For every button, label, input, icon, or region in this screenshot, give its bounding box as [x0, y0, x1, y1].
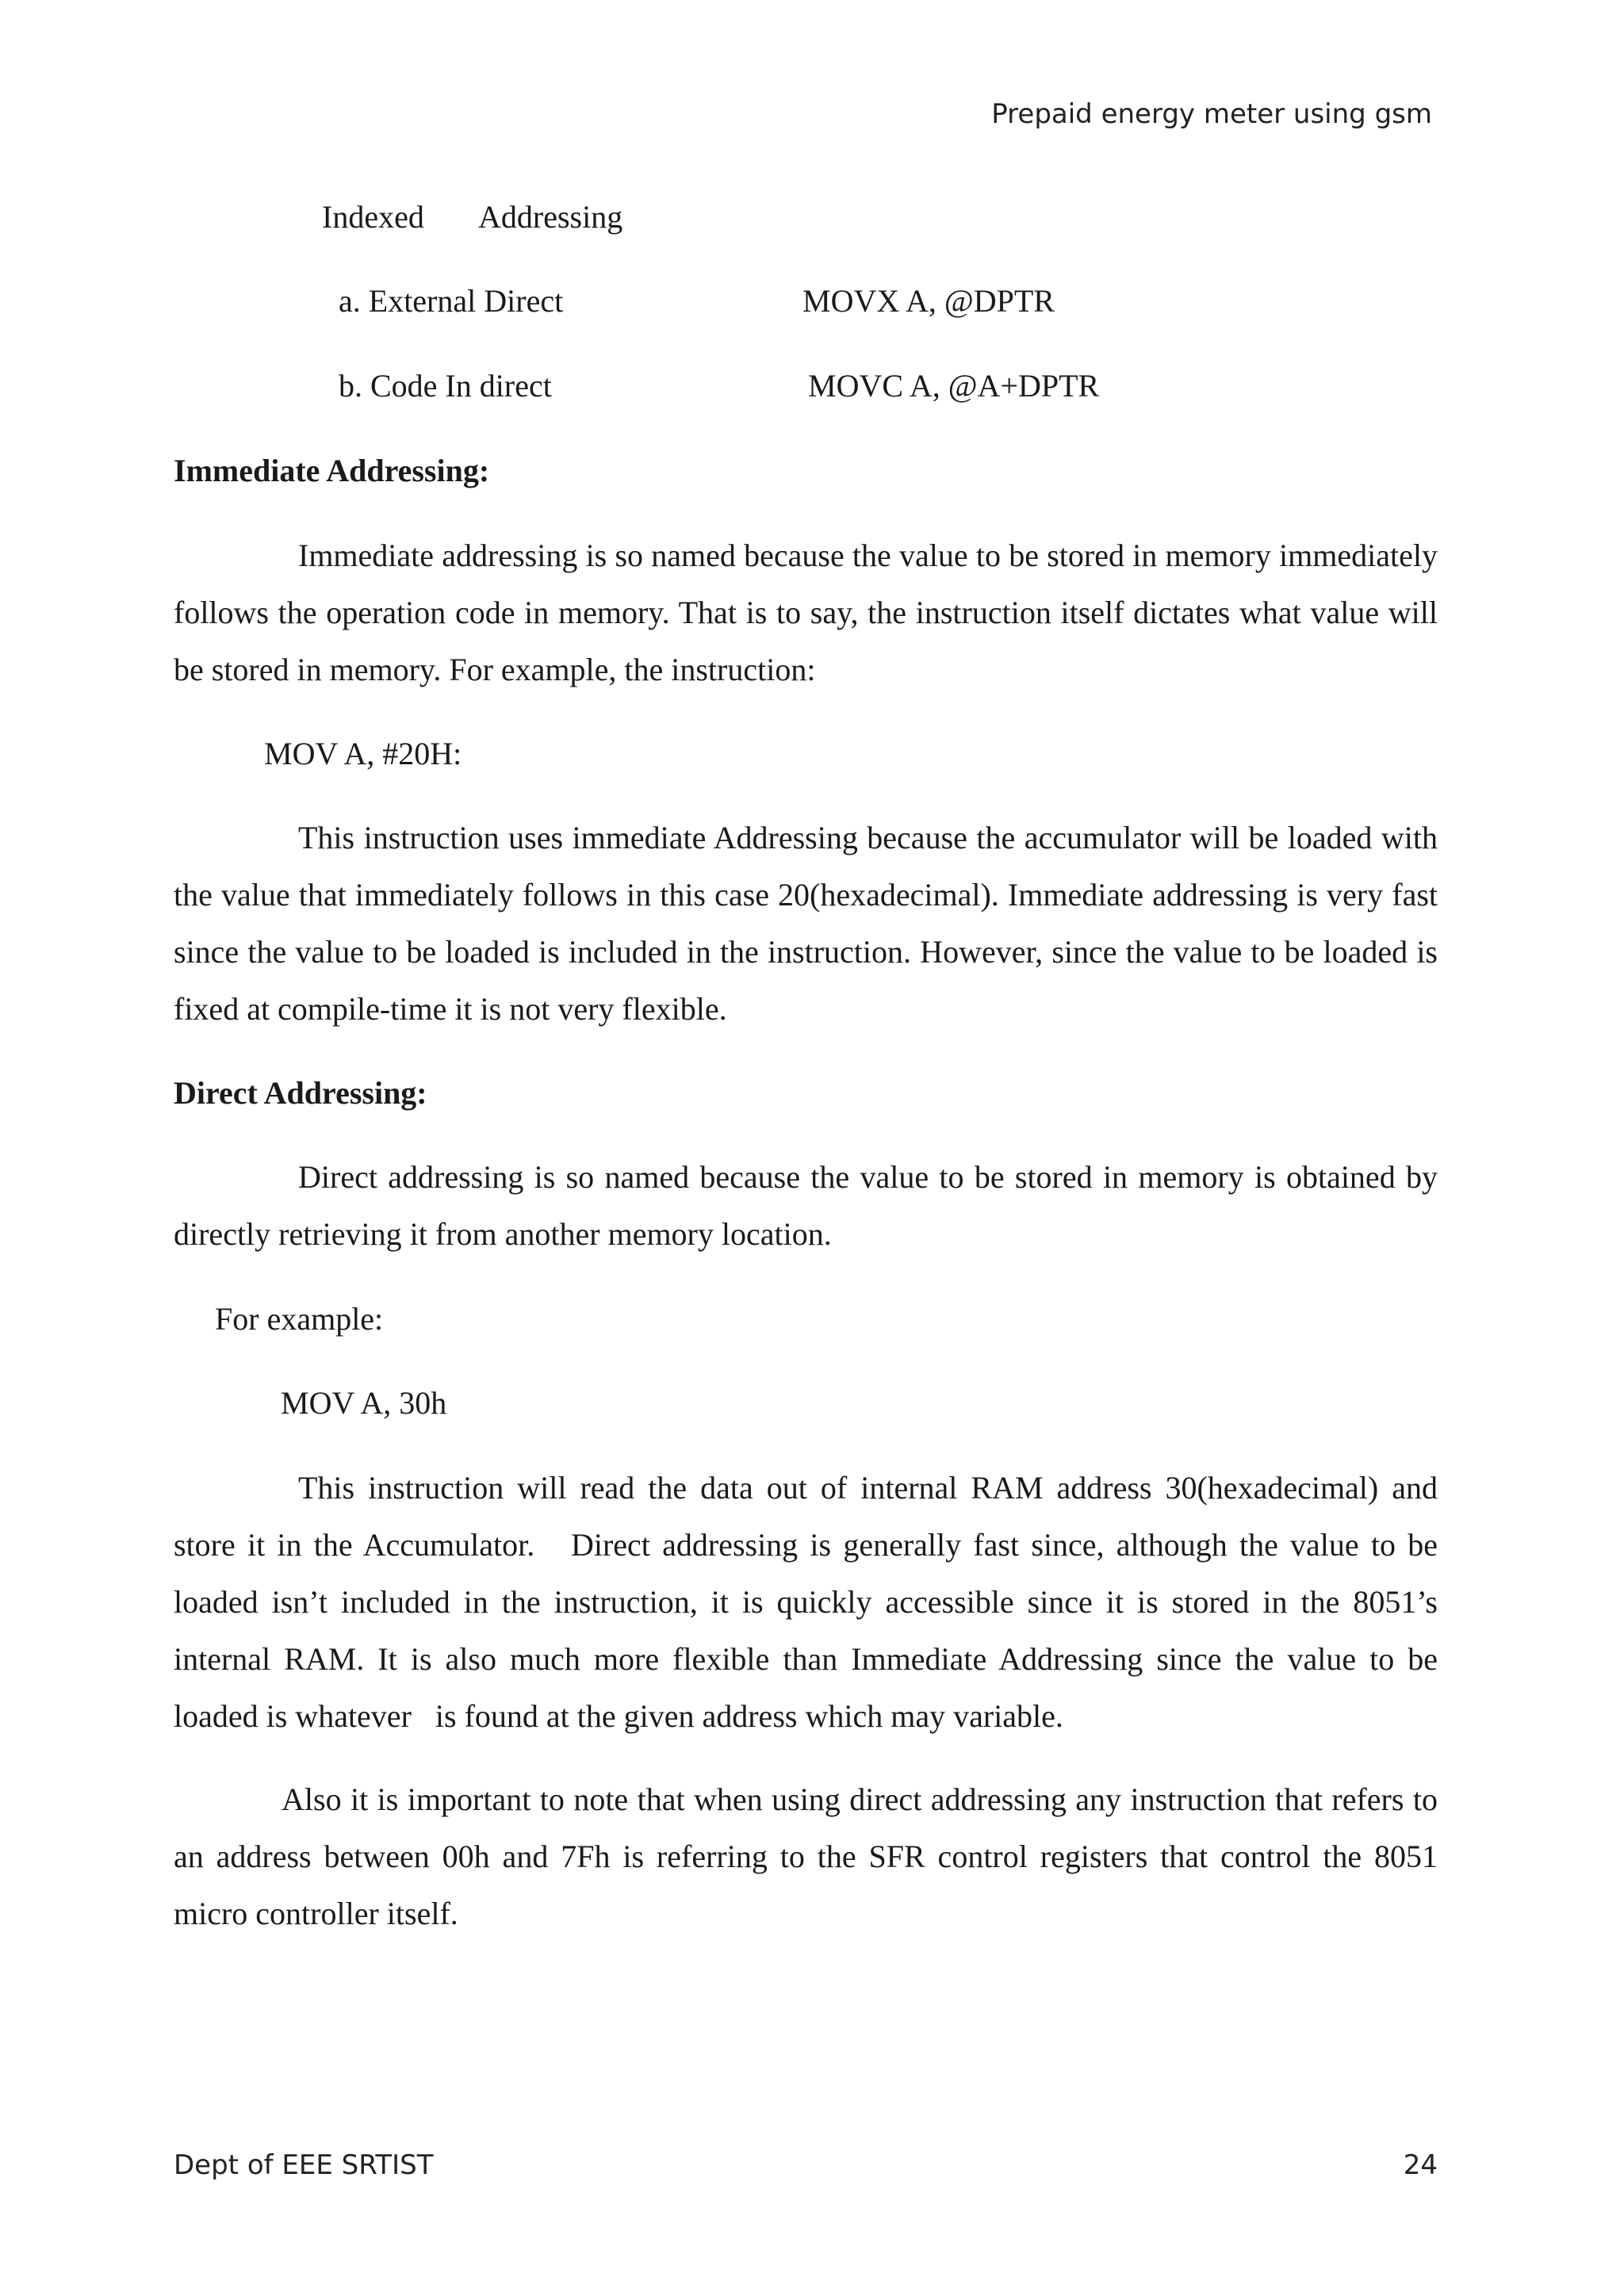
indexed-label-word1: Indexed — [322, 199, 424, 235]
section-heading-immediate: Immediate Addressing: — [174, 453, 490, 488]
for-example-label: For example: — [215, 1301, 384, 1337]
footer-department: Dept of EEE SRTIST — [174, 2149, 434, 2181]
indexed-item-instruction: MOVX A, @DPTR — [802, 283, 1055, 319]
section-heading-direct: Direct Addressing: — [174, 1075, 427, 1111]
paragraph-direct-intro: Direct addressing is so named because the value to be stored in memory is obtained by directly retrieving it from another memory location. — [174, 1159, 1438, 1252]
paragraph-direct-explanation: This instruction will read the data out of internal RAM address 30(hexadecimal) and store it in the Accumulator. Direct addressing is generally fast since, although the value to be loaded isn’t included in the instruction, it is quickly accessible since it is stored in the 8051’s internal RAM. It is also much more flexible than Immediate Addressing since the value to be loaded is whatever is found at the given address which may variable. — [174, 1470, 1446, 1734]
page-number: 24 — [1403, 2149, 1438, 2181]
paragraph-direct-note: Also it is important to note that when using direct addressing any instruction that refers to an address between 00h and 7Fh is referring to the SFR control registers that control the 8051 micro controller itself. — [174, 1781, 1438, 1931]
paragraph-immediate-explanation: This instruction uses immediate Addressing because the accumulator will be loaded with the value that immediately follows in this case 20(hexadecimal). Immediate addressing is very fast since the value to be loaded is included in the instruction. However, since the value to be loaded is fixed at compile-time it is not very flexible. — [174, 820, 1438, 1027]
indexed-item-instruction: MOVC A, @A+DPTR — [808, 368, 1100, 404]
paragraph-immediate-intro: Immediate addressing is so named because the value to be stored in memory immediately follows the operation code in memory. That is to say, the instruction itself dictates what value will be stored in memory. For example, the instruction: — [174, 538, 1438, 687]
code-example-direct: MOV A, 30h — [281, 1385, 447, 1421]
indexed-label-word2: Addressing — [478, 199, 623, 235]
indexed-item-name: a. External Direct — [339, 283, 564, 319]
indexed-item-name: b. Code In direct — [339, 368, 552, 404]
running-header: Prepaid energy meter using gsm — [991, 98, 1432, 130]
code-example-immediate: MOV A, #20H: — [264, 736, 462, 771]
